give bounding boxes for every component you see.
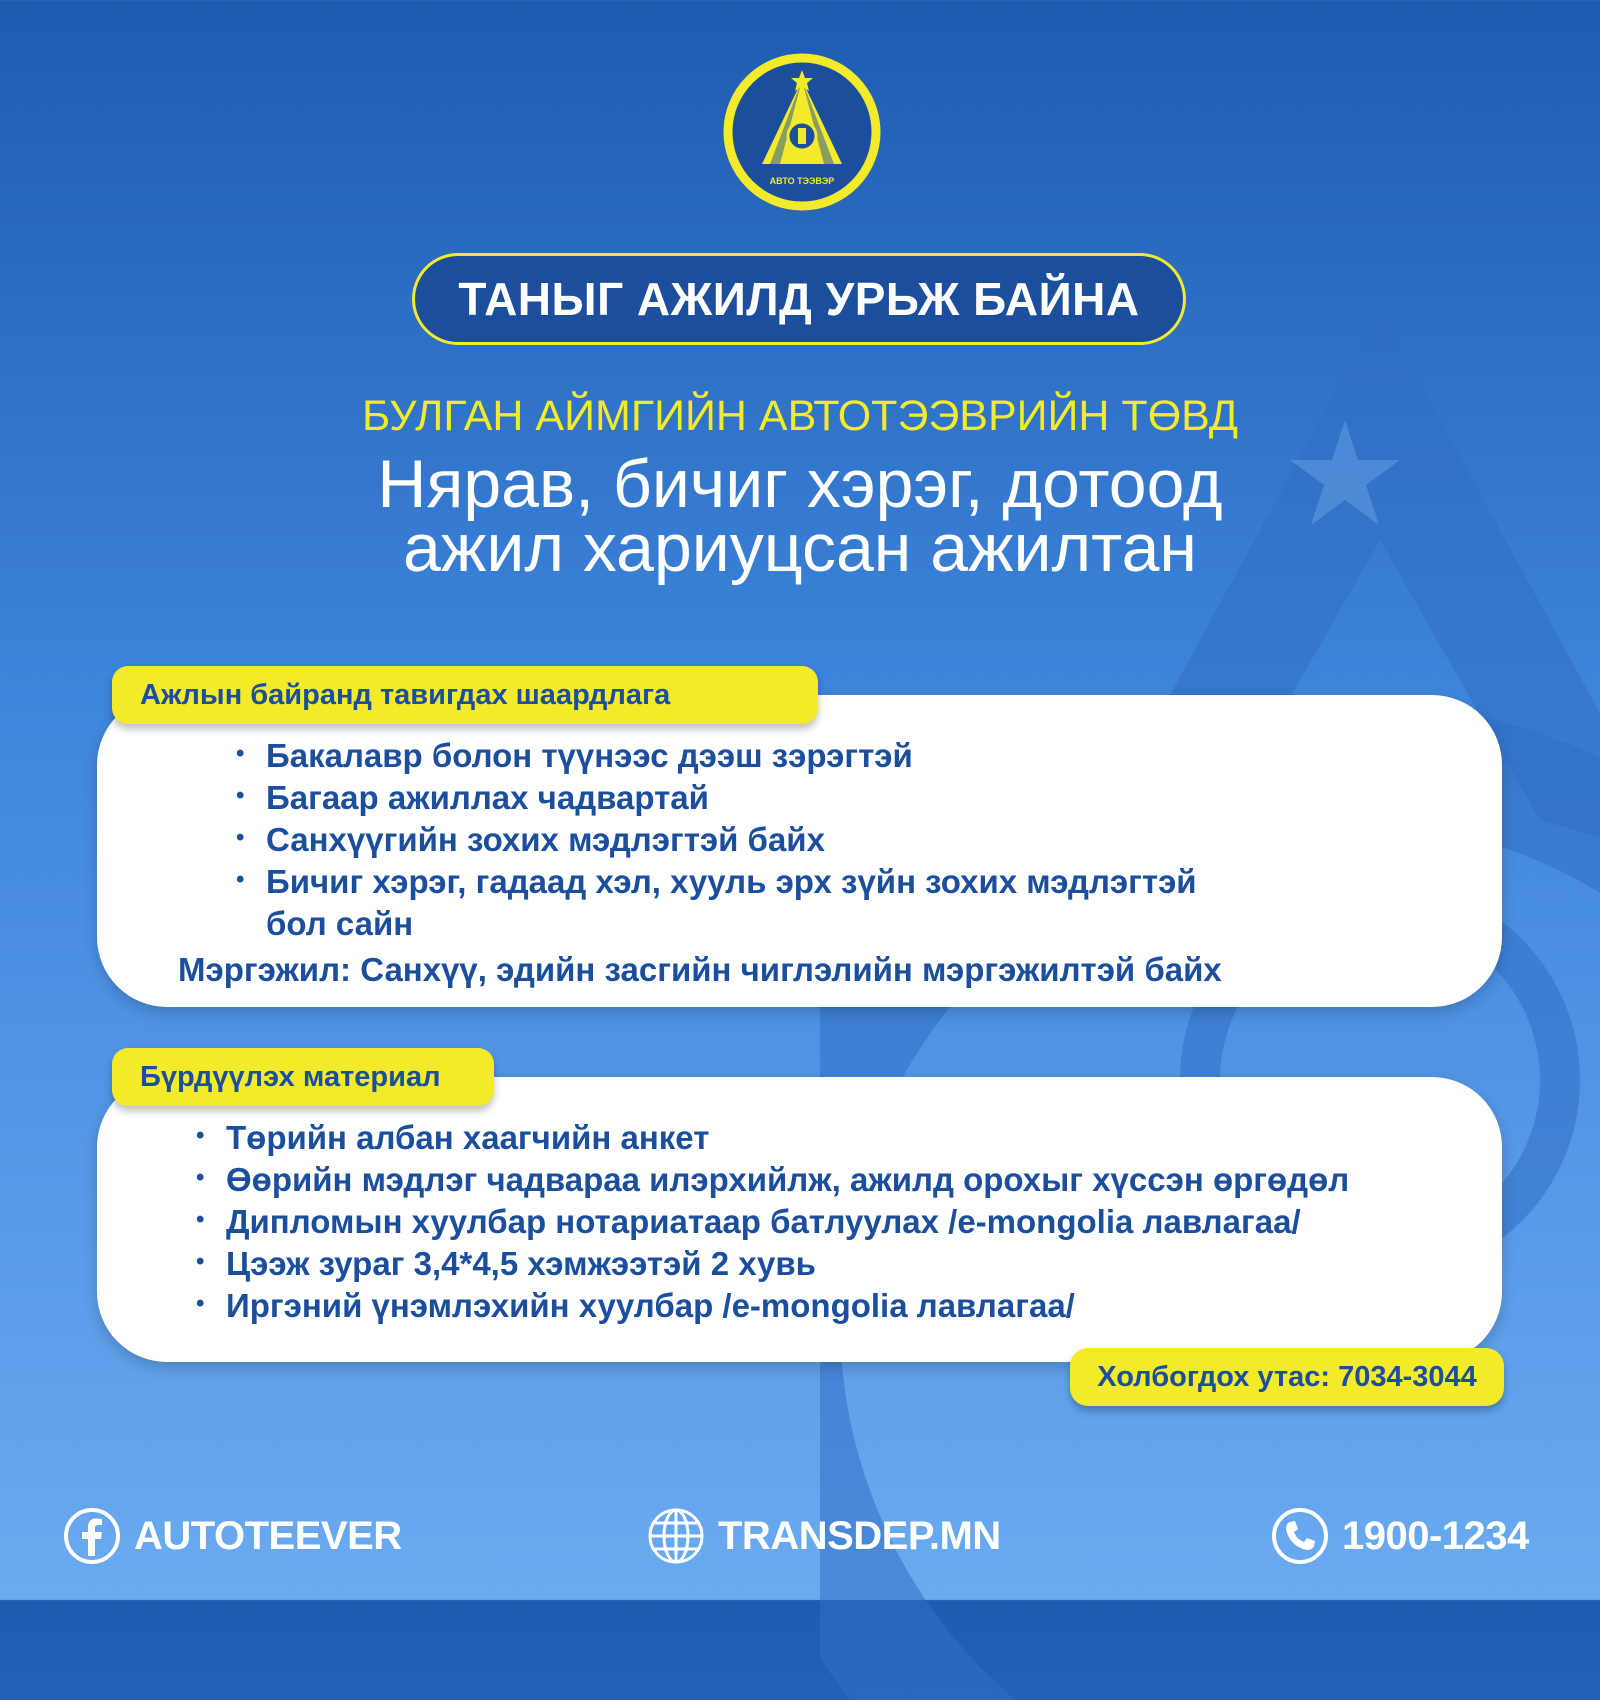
hotline-label: 1900-1234 [1342, 1513, 1529, 1558]
svg-text:АВТО ТЭЭВЭР: АВТО ТЭЭВЭР [769, 176, 835, 186]
list-item: • Бичиг хэрэг, гадаад хэл, хууль эрх зүйн зохих мэдлэгтэй бол сайн [236, 861, 1266, 945]
auto-teever-logo-icon [722, 52, 882, 212]
list-item: • Бакалавр болон түүнээс дээш зэрэгтэй [236, 735, 1266, 777]
materials-title: Бүрдүүлэх материал [112, 1048, 494, 1106]
specialty-text: Мэргэжил: Санхүү, эдийн засгийн чиглэлийн мэргэжилтэй байх [178, 951, 1222, 988]
requirements-title: Ажлын байранд тавигдах шаардлага [112, 666, 818, 724]
list-item: • Багаар ажиллах чадвартай [236, 777, 1266, 819]
list-item: • Дипломын хуулбар нотариатаар батлуулах /e-mongolia лавлагаа/ [196, 1201, 1496, 1243]
position-title-line1: Нярав, бичиг хэрэг, дотоод [377, 446, 1223, 522]
materials-list [196, 1117, 1496, 1327]
position-title [0, 446, 1600, 586]
organization-name: БУЛГАН АЙМГИЙН АВТОТЭЭВРИЙН ТӨВД [361, 392, 1239, 440]
footer-hotline[interactable] [1270, 1505, 1529, 1567]
list-item: • Өөрийн мэдлэг чадвараа илэрхийлж, ажилд орохыг хүссэн өргөдөл [196, 1159, 1496, 1201]
facebook-label: AUTOTEEVER [134, 1513, 402, 1558]
facebook-icon [62, 1506, 122, 1566]
list-item: • Цээж зураг 3,4*4,5 хэмжээтэй 2 хувь [196, 1243, 1496, 1285]
contact-phone-badge: Холбогдох утас: 7034-3044 [1070, 1348, 1504, 1406]
hiring-banner-text: ТАНЫГ АЖИЛД УРЬЖ БАЙНА [458, 273, 1140, 325]
globe-icon [646, 1506, 706, 1566]
list-item: • Санхүүгийн зохих мэдлэгтэй байх [236, 819, 1266, 861]
hiring-banner [412, 253, 1186, 345]
requirements-list [236, 735, 1266, 945]
footer-website-link[interactable] [646, 1505, 1001, 1567]
list-item: • Төрийн албан хаагчийн анкет [196, 1117, 1496, 1159]
phone-icon [1270, 1506, 1330, 1566]
position-title-line2: ажил хариуцсан ажилтан [403, 510, 1197, 586]
list-item: • Иргэний үнэмлэхийн хуулбар /e-mongolia лавлагаа/ [196, 1285, 1496, 1327]
website-label: TRANSDEP.MN [718, 1513, 1001, 1558]
footer-facebook-link[interactable] [62, 1505, 402, 1567]
